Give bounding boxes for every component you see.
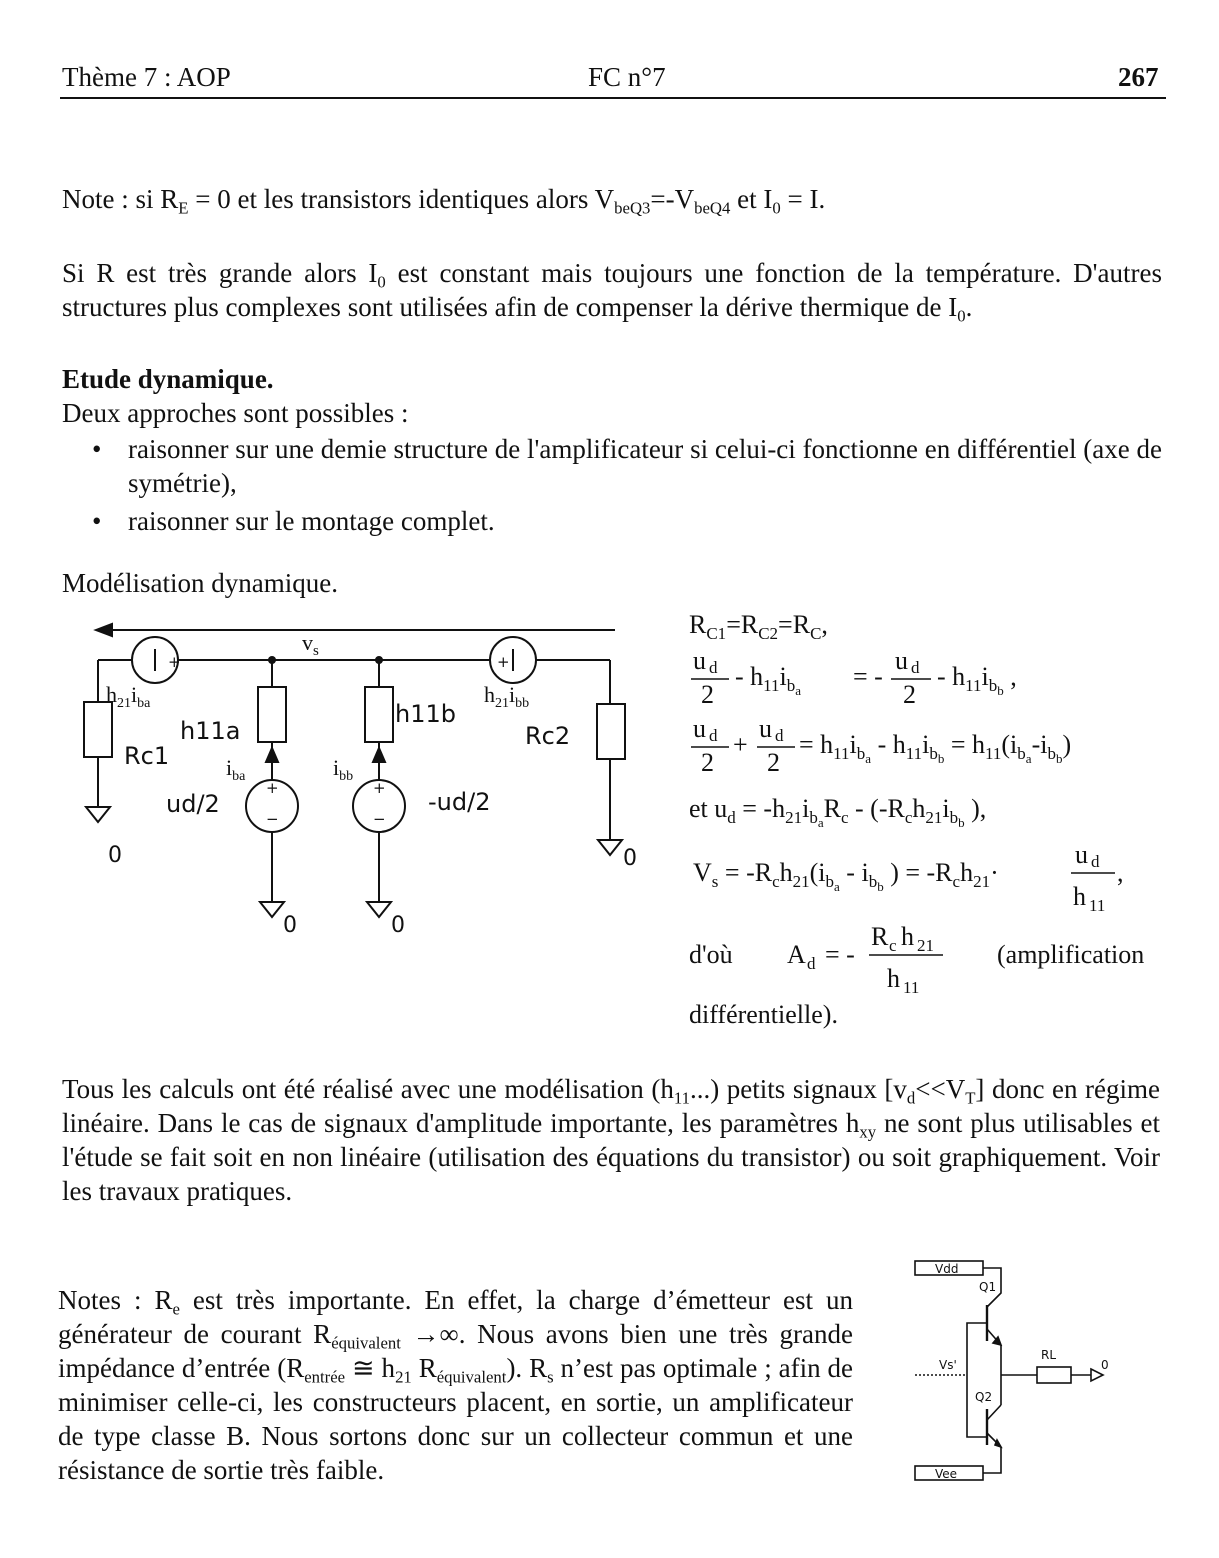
svg-text:d: d xyxy=(1091,852,1100,871)
svg-text:Q2: Q2 xyxy=(975,1390,993,1404)
svg-text:(amplification: (amplification xyxy=(997,940,1145,969)
notes-paragraph: Notes : $R_e$ est très importante. En effet, la charge d’émetteur est un générateur de courant $R_{équivalent}$ →∞. Nous avons bien une très grande impédance d’entrée ($R_{entrée}$ ≅ $h_{21}$ $R_{équivalent}$). $R_s$ n’est pas optimale ; afin de minimiser celle-ci, les constructeurs placent, en sortie, un amplificateur de type classe B. Nous sortons donc sur un collecteur commun et une résistance de sortie très faible. xyxy=(58,1285,854,1485)
resistor-rc1 xyxy=(84,702,112,757)
equation-3 xyxy=(691,714,1071,777)
svg-text:11: 11 xyxy=(1089,896,1106,915)
svg-text:2: 2 xyxy=(701,748,714,777)
label-h11a: h11a xyxy=(180,717,241,745)
svg-text:u: u xyxy=(759,714,772,743)
svg-text:11: 11 xyxy=(903,978,920,997)
svg-text:2: 2 xyxy=(767,748,780,777)
svg-text:0: 0 xyxy=(283,913,297,938)
header-center: FC n°7 xyxy=(588,62,666,92)
svg-text:0: 0 xyxy=(391,913,405,938)
svg-text:Vdd: Vdd xyxy=(935,1262,959,1276)
class-b-output-schematic xyxy=(905,1255,1125,1490)
svg-text:RL: RL xyxy=(1041,1348,1057,1362)
svg-text:= h11iba - h11ibb = h11(iba-ib: = $h_{11}i_ba - h_{11}i_bb = h_{11}(i_ba-i_bb)$ xyxy=(799,730,1072,766)
equations-block xyxy=(685,605,1175,1035)
resistor-rl xyxy=(1037,1367,1071,1383)
label-h11b: h11b xyxy=(395,700,456,728)
resistor-rc2 xyxy=(597,704,625,759)
ground-icon xyxy=(367,902,391,917)
ground-icon xyxy=(260,902,284,917)
svg-text:d: d xyxy=(775,726,784,745)
svg-text:21: 21 xyxy=(917,936,934,955)
section-intro: Deux approches sont possibles : xyxy=(62,398,409,428)
header-left: Thème 7 : AOP xyxy=(62,62,231,92)
equation-5 xyxy=(693,840,1124,915)
note-paragraph: Note : si $R_E = 0$ et les transistors identiques alors $V_{beQ3}=-V_{beQ4}$ et $I_0 = I$. xyxy=(62,184,826,218)
svg-text:2: 2 xyxy=(903,680,916,709)
svg-text:+: + xyxy=(497,653,510,671)
label-iba: $i_{ba}$ xyxy=(226,755,246,784)
list-item: • raisonner sur une demie structure de l'amplificateur si celui-ci fonctionne en différentiel (axe de symétrie), xyxy=(92,434,1162,498)
svg-text:d: d xyxy=(807,954,816,973)
ground-icon xyxy=(598,840,622,855)
label-h21iba: $h_{21}i_{ba}$ xyxy=(106,682,151,711)
vs-arrow-head xyxy=(96,624,112,636)
equation-2 xyxy=(691,646,1017,709)
label-vs: $v_s$ xyxy=(302,630,319,659)
svg-text:u: u xyxy=(1075,840,1088,869)
svg-text:d: d xyxy=(911,658,920,677)
svg-text:0: 0 xyxy=(108,843,122,868)
ground-icon xyxy=(86,807,110,822)
calculation-paragraph: Tous les calculs ont été réalisé avec une modélisation $(h_{11}...)$ petits signaux $[v_d<<V_T]$ donc en régime linéaire. Dans le cas de signaux d'amplitude importante, les paramètres $h_{xy}$ ne sont plus utilisables et l'étude se fait soit en non linéaire (utilisation des équations du transistor) ou soit graphiquement. Voir les travaux pratiques. xyxy=(62,1074,1160,1206)
svg-text:d: d xyxy=(709,658,718,677)
svg-text:−: − xyxy=(266,810,279,828)
resistor-h11b xyxy=(365,687,393,742)
node-dot xyxy=(375,656,383,664)
header-rule xyxy=(60,97,1166,99)
resistor-h11a xyxy=(258,687,286,742)
list-item: • raisonner sur le montage complet. xyxy=(92,506,495,536)
svg-text:+: + xyxy=(168,653,181,671)
svg-text:+: + xyxy=(266,779,279,797)
equation-6 xyxy=(689,922,1144,997)
bullet-icon: • xyxy=(92,434,102,464)
svg-text:u: u xyxy=(693,646,706,675)
svg-text:0: 0 xyxy=(1101,1358,1109,1372)
equation-rc: $R_{C1}=R_{C2}=R_C$, xyxy=(689,610,828,643)
equation-4: et $u_d = -h_{21}i_baR_c - (-R_ch_{21}i_bb$ ), xyxy=(689,794,987,830)
svg-text:,: , xyxy=(1117,858,1124,887)
svg-text:h: h xyxy=(887,964,900,993)
svg-text:= -: = - xyxy=(825,940,855,969)
svg-text:c: c xyxy=(889,936,897,955)
svg-text:Q1: Q1 xyxy=(979,1280,997,1294)
svg-text:+: + xyxy=(373,779,386,797)
svg-text:Vee: Vee xyxy=(935,1467,958,1481)
node-dot xyxy=(268,656,276,664)
bullet-icon: • xyxy=(92,506,102,536)
label-rc1: Rc1 xyxy=(124,742,170,770)
svg-text:A: A xyxy=(787,940,806,969)
svg-text:Vs = -Rch21(iba - ibb ) = -Rch: $V_s = -R_ch_{21}(i_ba - i_bb$ ) = $-R_ch_{21}\cdot$ xyxy=(693,858,999,894)
svg-text:Vs': Vs' xyxy=(939,1358,957,1372)
svg-text:d: d xyxy=(709,726,718,745)
svg-text:= -: = - xyxy=(853,662,883,691)
svg-text:d'où: d'où xyxy=(689,940,733,969)
approach-list xyxy=(62,432,1162,538)
svg-text:- h11ibb ,: - $h_{11}i_bb$ , xyxy=(937,662,1017,698)
dynamic-model-circuit xyxy=(70,612,650,942)
label-rc2: Rc2 xyxy=(525,722,571,750)
svg-text:- h11iba: - $h_{11}i_ba$ xyxy=(735,662,802,698)
label-h21ibb: $h_{21}i_{bb}$ xyxy=(484,682,530,711)
label-ibb: $i_{bb}$ xyxy=(333,755,354,784)
model-title: Modélisation dynamique. xyxy=(62,568,338,598)
svg-text:R: R xyxy=(871,922,889,951)
label-ud2: ud/2 xyxy=(166,790,220,818)
svg-text:2: 2 xyxy=(701,680,714,709)
page-number: 267 xyxy=(1118,62,1159,92)
svg-text:h: h xyxy=(901,922,914,951)
svg-text:u: u xyxy=(895,646,908,675)
temperature-paragraph: Si R est très grande alors $I_0$ est constant mais toujours une fonction de la température. D'autres structures plus complexes sont utilisées afin de compenser la dérive thermique de $I_0$. xyxy=(62,258,1162,326)
svg-text:+: + xyxy=(733,730,748,759)
amp-note-2: différentielle). xyxy=(689,1000,838,1029)
svg-text:h: h xyxy=(1073,882,1086,911)
svg-text:−: − xyxy=(373,810,386,828)
svg-text:u: u xyxy=(693,714,706,743)
svg-text:0: 0 xyxy=(623,846,637,871)
section-title: Etude dynamique. xyxy=(62,364,274,394)
label-minus-ud2: -ud/2 xyxy=(428,788,491,816)
